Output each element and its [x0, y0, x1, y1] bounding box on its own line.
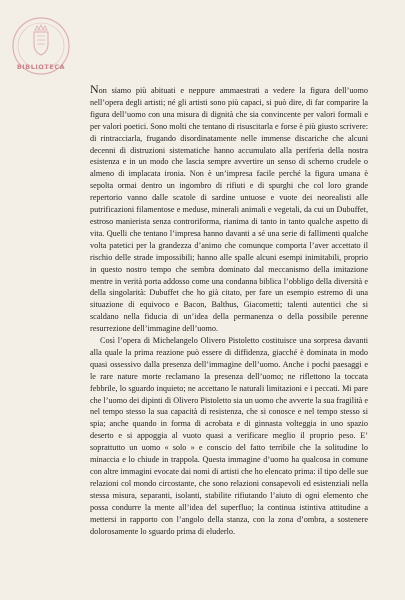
stamp-label: BIBLIOTECA — [16, 63, 66, 71]
paragraph: Non siamo più abituati e neppure ammaestrati a vedere la figura dell’uomo nell’opera degli artisti; né gli artisti sono più capaci, si può dire, di far comparire la figura dell’uomo con una misura di dignità che sia convincente per valori formali e per valori poetici. Sono molti che tentano di risuscitarla e forse è più giusto scrivere: di rintracciarla, frugando disordinatamente nelle immense discariche che alcuni decenni di distruzioni sistematiche hanno accumulato alla periferia della nostra esistenza e in un modo che lascia sempre avvertire un senso di scherno crudele o almeno di implacata ironia. Non è un’impresa facile perché la figura umana è sepolta ormai dentro un ingombro di rifiuti e di spurghi che col loro grande repertorio vanno dalle scatole di sardine untuose e vuote dei neorealisti alle putrificazioni filamentose e meduse, minerali animali e vegetali, da cui un Dubuffet, estroso manierista senza controriforma, rianima di tanto in tanto qualche aspetto di vita. Quelli che tentano l’impresa hanno davanti a sé una serie di fallimenti qualche volta patetici per la grandezza d’animo che comunque comporta l’aver accettato il rischio delle strade impossibili; hanno alle spalle alcuni esempi inimitabili, proprio in questo nostro tempo che sembra dominato dal meccanismo della imitazione mentre in verità porta addosso come una condanna biblica l’obbligo della diversità e della singolarità: Dubuffet che ho già citato, per fare un esempio estremo di una situazione di equivoco e Bacon, Balthus, Giacometti; talenti autentici che si scaldano nella fiducia di un’idea della permanenza o della possibile perenne resurrezione dell’immagine dell’uomo. — [90, 82, 368, 334]
library-stamp — [6, 10, 76, 80]
stamp-seal-icon — [6, 10, 76, 80]
paragraph: Così l’opera di Michelangelo Olivero Pistoletto costituisce una sorpresa davanti alla quale la prima reazione può essere di diffidenza, giacché è dominata in modo quasi ossessivo dalla presenza dell’immagine dell’uomo. Anche i pochi paesaggi e le rare nature morte reclamano la presenza dell’uomo; ne riflettono la toccata febbrile, lo sguardo inquieto; ne accettano le naturali limitazioni e i peccati. Mi pare che l’uomo dei dipinti di Olivero Pistoletto sia un uomo che avverte la sua fragilità e nel tempo stesso la sua capacità di resistenza, che si conosce e nel tempo stesso si spia; anche quando in forma di acrobata e di ginnasta volteggia in uno spazio deserto e si appoggia al vuoto quasi a verificare meglio il proprio peso. E’ soprattutto un uomo « solo » e conscio del fatto terribile che la solitudine lo minaccia e lo chiude in trappola. Questa immagine d’uomo ha qualcosa in comune con altre immagini evocate dai nomi di artisti che ho elencato prima: il tipo delle sue relazioni col mondo circostante, che sono relazioni consapevoli ed esistenziali nella stessa misura, separanti, isolanti, stabilite rifiutando l’aiuto di ogni elemento che possa condurre la mente all’idea del superfluo; la continua istintiva attitudine a mettersi in rapporto con l’angolo della stanza, con la zona d’ombra, a sostenere dolorosamente lo sguardo prima di eluderlo. — [90, 336, 368, 536]
body-text — [90, 84, 368, 537]
